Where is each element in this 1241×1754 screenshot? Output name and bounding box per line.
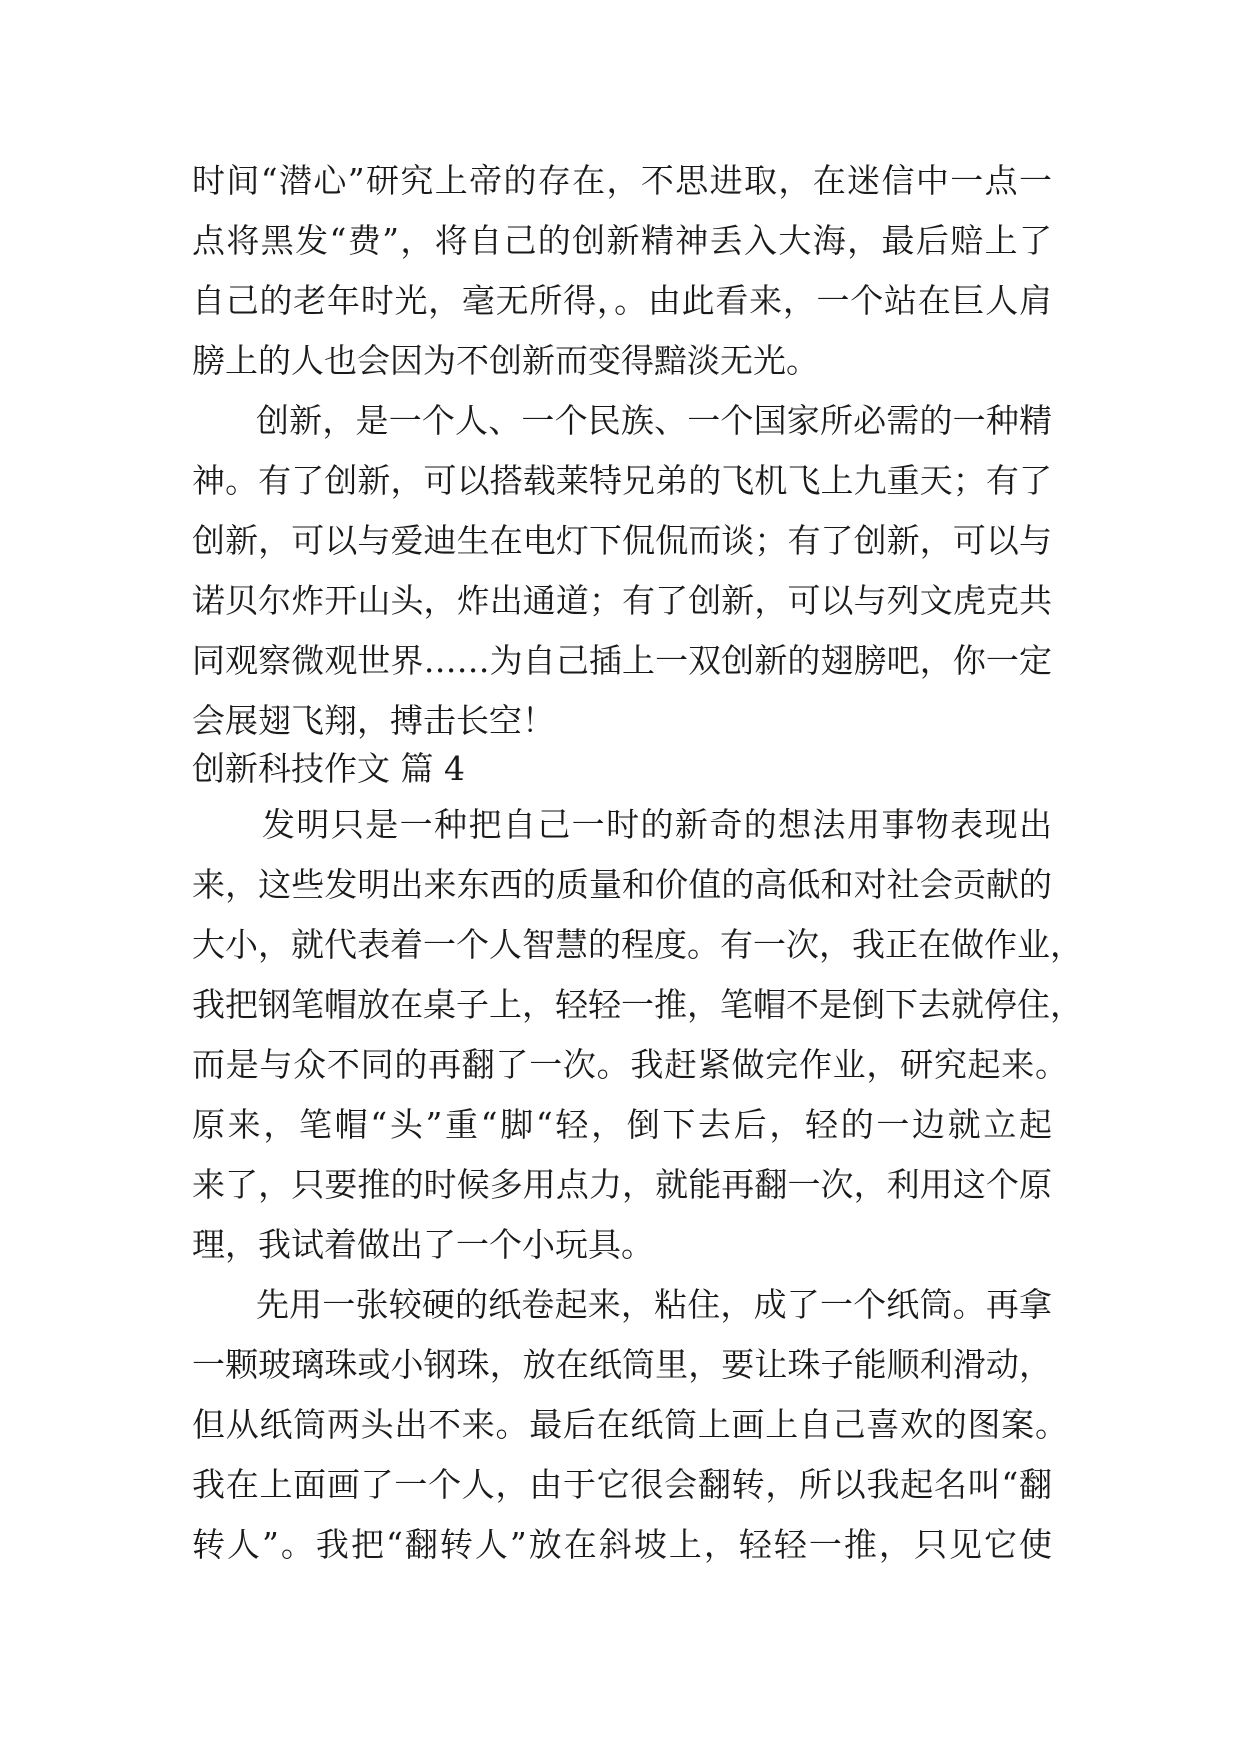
text-line: 大小，就代表着一个人智慧的程度。有一次，我正在做作业， (192, 925, 1083, 964)
text-line: 我在上面画了一个人，由于它很会翻转，所以我起名叫“翻 (192, 1465, 1052, 1504)
text-line: 同观察微观世界……为自己插上一双创新的翅膀吧，你一定 (192, 641, 1052, 680)
text-line: 自己的老年时光，毫无所得，。由此看来，一个站在巨人肩 (192, 281, 1052, 320)
text-line: 原来，笔帽“头”重“脚“轻，倒下去后，轻的一边就立起 (192, 1105, 1052, 1144)
text-line: 我把钢笔帽放在桌子上，轻轻一推，笔帽不是倒下去就停住， (192, 985, 1083, 1024)
text-line: 来，这些发明出来东西的质量和价值的高低和对社会贡献的 (192, 865, 1052, 904)
text-line: 而是与众不同的再翻了一次。我赶紧做完作业，研究起来。 (192, 1045, 1068, 1084)
text-line: 发明只是一种把自己一时的新奇的想法用事物表现出 (262, 805, 1052, 844)
section-heading: 创新科技作文 篇 4 (192, 749, 465, 788)
text-line: 先用一张较硬的纸卷起来，粘住，成了一个纸筒。再拿 (256, 1285, 1052, 1324)
text-line: 理，我试着做出了一个小玩具。 (192, 1225, 654, 1264)
text-line: 转人”。我把“翻转人”放在斜坡上，轻轻一推，只见它使 (192, 1525, 1052, 1564)
text-line: 时间“潜心”研究上帝的存在，不思进取，在迷信中一点一 (192, 161, 1052, 200)
text-line: 膀上的人也会因为不创新而变得黯淡无光。 (192, 341, 819, 380)
text-line: 但从纸筒两头出不来。最后在纸筒上画上自己喜欢的图案。 (192, 1405, 1068, 1444)
text-line: 诺贝尔炸开山头，炸出通道；有了创新，可以与列文虎克共 (192, 581, 1052, 620)
text-line: 会展翅飞翔，搏击长空！ (192, 701, 555, 740)
text-line: 神。有了创新，可以搭载莱特兄弟的飞机飞上九重天；有了 (192, 461, 1052, 500)
text-line: 来了，只要推的时候多用点力，就能再翻一次，利用这个原 (192, 1165, 1052, 1204)
text-line: 点将黑发“费”，将自己的创新精神丢入大海，最后赔上了 (192, 221, 1052, 260)
text-line: 一颗玻璃珠或小钢珠，放在纸筒里，要让珠子能顺利滑动， (192, 1345, 1052, 1384)
text-line: 创新，是一个人、一个民族、一个国家所必需的一种精 (256, 401, 1052, 440)
text-line: 创新，可以与爱迪生在电灯下侃侃而谈；有了创新，可以与 (192, 521, 1052, 560)
